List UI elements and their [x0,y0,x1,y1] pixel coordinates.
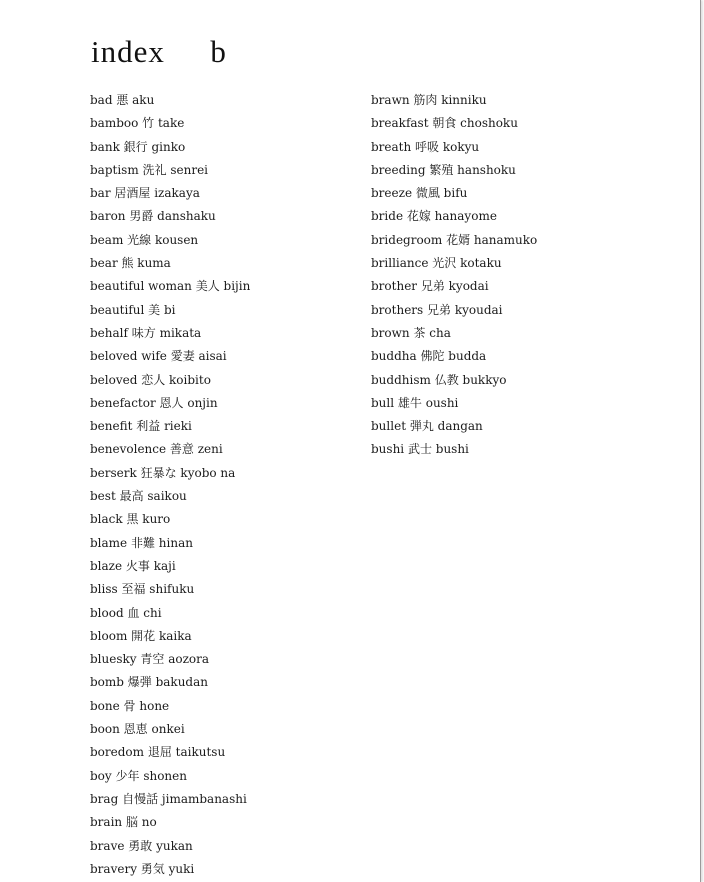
index-entry: buddha 佛陀 budda [371,349,487,364]
index-entry: breath 呼吸 kokyu [371,139,480,154]
index-entry: breakfast 朝食 choshoku [371,116,518,131]
index-entry: breeding 繁殖 hanshoku [371,162,516,177]
index-entry: brilliance 光沢 kotaku [371,256,502,271]
index-entry: bride 花嫁 hanayome [371,209,497,224]
index-entry: bad 悪 aku [90,93,155,107]
index-entry: berserk 狂暴な kyobo na [90,465,236,480]
index-entry: brown 茶 cha [371,325,451,340]
index-entry: benefit 利益 rieki [90,419,192,434]
index-entry: bluesky 青空 aozora [90,652,210,667]
index-entry: boon 恩恵 onkei [90,722,185,737]
index-entry: beautiful woman 美人 bijin [90,279,251,294]
index-entry: beam 光線 kousen [90,232,199,247]
index-entry: buddhism 仏教 bukkyo [371,372,507,387]
index-entry: blood 血 chi [90,605,162,620]
index-entry: bushi 武士 bushi [371,442,469,457]
index-entry: bullet 弾丸 dangan [371,419,483,434]
index-entry: boy 少年 shonen [90,768,187,783]
index-entry: benevolence 善意 zeni [90,442,223,457]
index-entry: brag 自慢話 jimambanashi [90,791,247,806]
index-entry: baron 男爵 danshaku [90,209,216,224]
index-entry: bear 熊 kuma [90,256,171,271]
index-entry: bliss 至福 shifuku [90,582,195,597]
index-entry: blame 非難 hinan [90,535,193,550]
index-entry: bridegroom 花婿 hanamuko [371,232,538,247]
index-entry: black 黒 kuro [90,512,171,527]
index-entry: bomb 爆弾 bakudan [90,675,208,690]
index-entry: bone 骨 hone [90,698,170,713]
index-entry: bloom 開花 kaika [90,628,192,643]
index-entry: beloved 恋人 koibito [90,372,211,387]
index-column-left [90,90,250,882]
index-entry: behalf 味方 mikata [90,325,202,340]
index-entry: brain 脳 no [90,815,157,830]
index-entry: bar 居酒屋 izakaya [90,186,200,201]
index-entry: beloved wife 愛妻 aisai [90,349,227,364]
index-entry: brawn 筋肉 kinniku [371,93,487,107]
index-entry: beautiful 美 bi [90,302,176,317]
index-entry: benefactor 恩人 onjin [90,395,218,410]
index-entry: brave 勇敢 yukan [90,838,193,853]
index-entry: blaze 火事 kaji [90,558,176,573]
index-entry: baptism 洗礼 senrei [90,162,209,177]
index-entry: bravery 勇気 yuki [90,861,195,876]
index-entry: bull 雄牛 oushi [371,395,459,410]
page-title: index b [91,34,227,69]
index-entry: bank 銀行 ginko [90,139,186,154]
index-entry: breeze 微風 bifu [371,186,468,201]
index-column-right [371,90,537,463]
index-entry: best 最高 saikou [90,489,187,504]
index-entry: bamboo 竹 take [90,116,185,131]
index-entry: brother 兄弟 kyodai [371,279,489,294]
index-entry: boredom 退屈 taikutsu [90,745,226,760]
index-entry: brothers 兄弟 kyoudai [371,302,503,317]
